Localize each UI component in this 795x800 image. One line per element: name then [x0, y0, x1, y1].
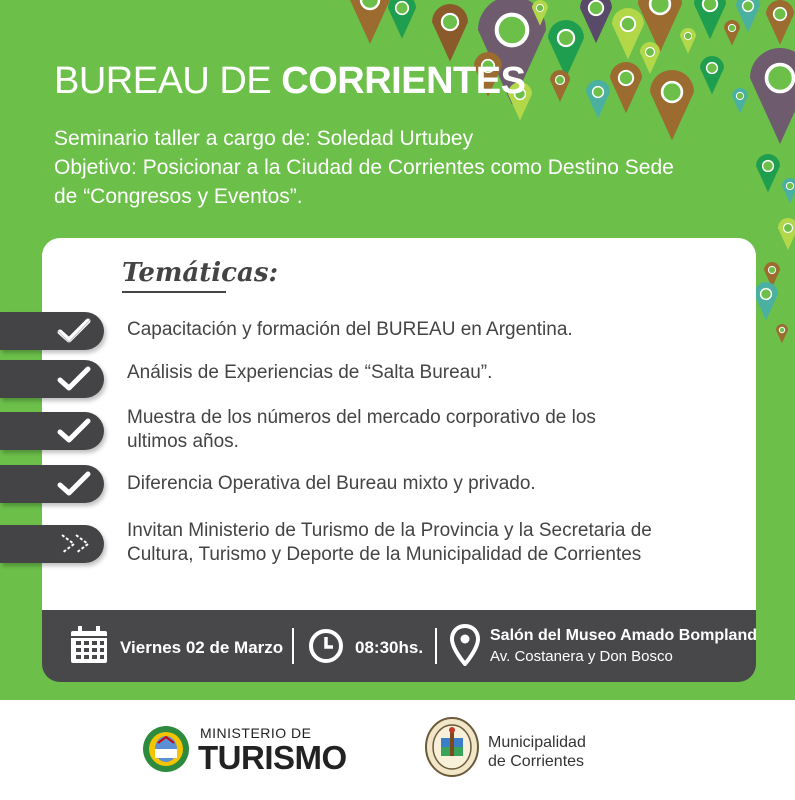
list-item-text: Muestra de los números del mercado corporativo de los ultimos años.	[127, 407, 596, 452]
divider	[292, 628, 294, 664]
map-pin-icon	[640, 42, 660, 74]
location-pin-icon	[450, 624, 480, 666]
map-pin-hole	[743, 1, 754, 12]
map-pin-hole	[556, 76, 565, 85]
calendar-icon	[70, 626, 108, 664]
check-tab	[0, 360, 104, 398]
tematicas-heading: Temáticas:	[122, 258, 279, 288]
map-pin-hole	[589, 1, 603, 15]
map-pin-icon	[724, 20, 740, 46]
check-tab	[0, 465, 104, 503]
map-pin-hole	[650, 0, 670, 14]
map-pin-hole	[728, 24, 735, 31]
subtitle-line: Objetivo: Posicionar a la Ciudad de Corrientes como Destino Sede	[54, 156, 674, 179]
map-pin-hole	[662, 82, 682, 102]
list-item-text: Capacitación y formación del BUREAU en Argentina.	[127, 319, 573, 340]
map-pin-hole	[536, 4, 543, 11]
map-pin-icon	[610, 62, 642, 113]
map-pin-hole	[593, 87, 604, 98]
map-pin-icon	[766, 0, 794, 45]
heading-underline	[122, 291, 226, 293]
map-pin-icon	[612, 8, 644, 59]
footer-logos	[0, 700, 795, 800]
municipalidad-seal-icon	[424, 716, 480, 778]
map-pin-icon	[432, 4, 468, 62]
map-pin-icon	[750, 48, 795, 144]
map-pin-hole	[442, 14, 458, 30]
event-date: Viernes 02 de Marzo	[120, 638, 284, 657]
map-pin-hole	[619, 71, 633, 85]
map-pin-hole	[558, 30, 574, 46]
event-info-bar	[42, 610, 756, 682]
map-pin-hole	[703, 0, 717, 11]
map-pin-icon	[548, 20, 584, 78]
clock-icon	[308, 628, 344, 664]
map-pin-hole	[779, 327, 784, 332]
check-icon	[52, 317, 96, 345]
map-pin-icon	[778, 218, 795, 250]
divider	[435, 628, 437, 664]
map-pin-icon	[754, 282, 778, 320]
subtitle-line: de “Congresos y Eventos”.	[54, 185, 303, 208]
map-pin-hole	[768, 266, 775, 273]
check-icon	[52, 365, 96, 393]
check-tab	[0, 412, 104, 450]
map-pin-hole	[784, 224, 793, 233]
map-pin-icon	[756, 154, 780, 192]
map-pin-icon	[550, 70, 570, 102]
page-title: BUREAU DE CORRIENTES	[54, 60, 526, 102]
map-pin-hole	[621, 17, 635, 31]
chevron-tab	[0, 525, 104, 563]
turismo-label: TURISMO	[198, 739, 347, 776]
list-item-text: Diferencia Operativa del Bureau mixto y privado.	[127, 473, 536, 494]
map-pin-icon	[700, 56, 724, 94]
ministerio-seal-icon	[142, 723, 190, 775]
list-item-text: Análisis de Experiencias de “Salta Bureau”.	[127, 362, 493, 383]
ministerio-label: MINISTERIO DE	[200, 725, 312, 741]
map-pin-icon	[586, 80, 610, 118]
subtitle-block	[54, 124, 744, 211]
map-pin-hole	[767, 65, 794, 92]
map-pin-hole	[736, 92, 743, 99]
check-icon	[52, 470, 96, 498]
check-icon	[52, 417, 96, 445]
venue-address: Av. Costanera y Don Bosco	[490, 648, 673, 665]
map-pin-hole	[761, 289, 772, 300]
map-pin-hole	[707, 63, 718, 74]
map-pin-hole	[763, 161, 774, 172]
map-pin-hole	[497, 15, 528, 46]
subtitle-line: Seminario taller a cargo de: Soledad Urtubey	[54, 127, 474, 150]
double-chevron-icon	[52, 530, 96, 558]
map-pin-hole	[786, 182, 793, 189]
map-pin-hole	[684, 32, 691, 39]
list-item-text: Invitan Ministerio de Turismo de la Provincia y la Secretaria de Cultura, Turismo y Deporte de la Municipalidad de Corrientes	[127, 520, 652, 565]
event-time: 08:30hs.	[355, 638, 424, 657]
check-tab	[0, 312, 104, 350]
municipalidad-label: Municipalidad de Corrientes	[488, 734, 586, 770]
map-pin-icon	[782, 178, 795, 204]
map-pin-icon	[732, 88, 748, 114]
venue-name: Salón del Museo Amado Bompland	[490, 627, 757, 644]
map-pin-icon	[680, 28, 696, 54]
map-pin-hole	[646, 48, 655, 57]
map-pin-hole	[396, 2, 409, 15]
map-pin-hole	[774, 8, 787, 21]
map-pin-hole	[361, 0, 379, 9]
